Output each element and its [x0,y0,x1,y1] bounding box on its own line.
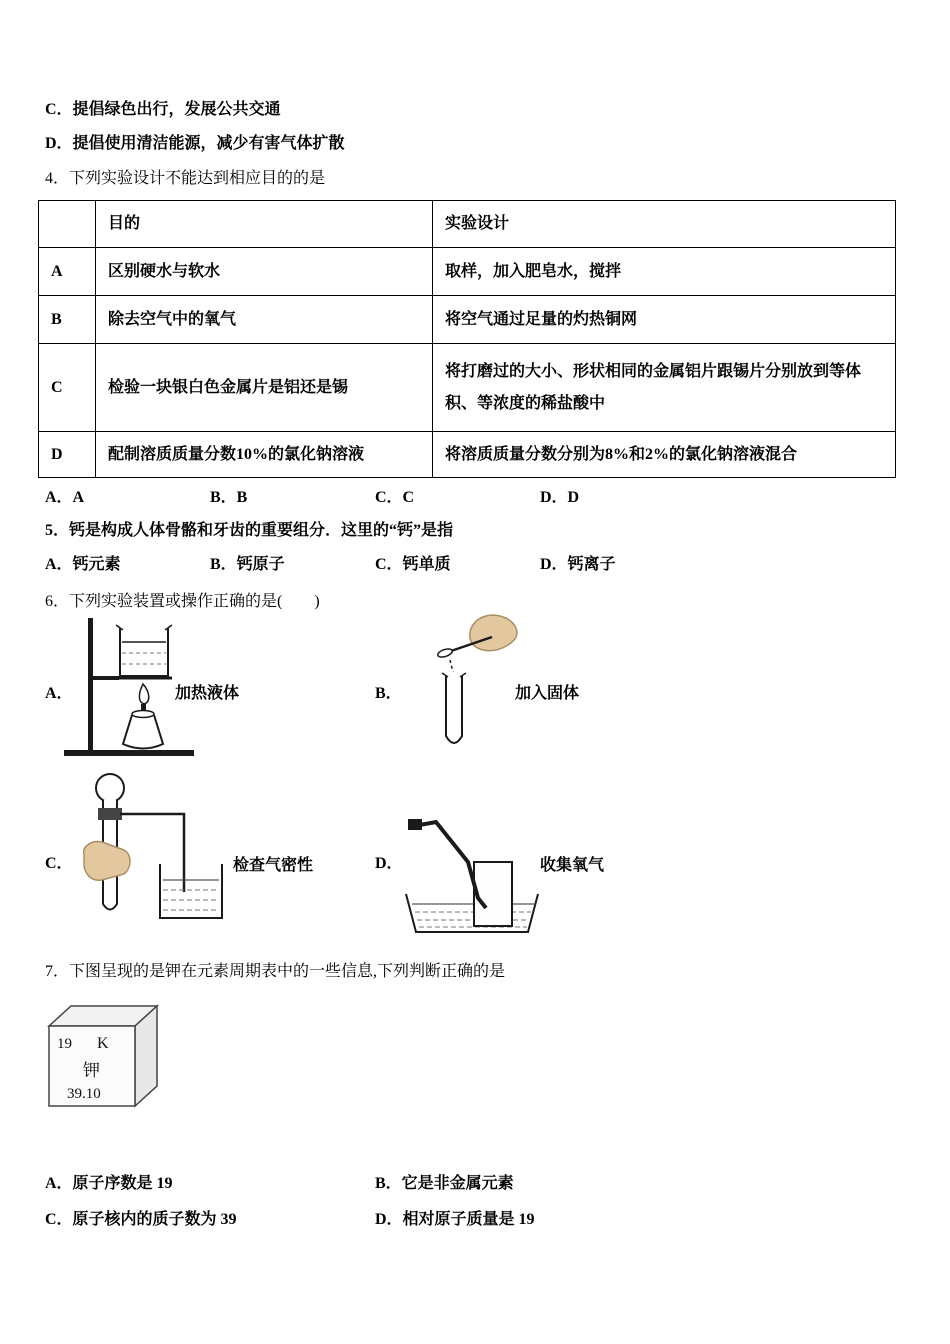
q7-choice-c: C．原子核内的质子数为 39 [45,1211,237,1228]
q6-stem: 6．下列实验装置或操作正确的是( ) [45,593,320,610]
q4-row-c-purpose: 检验一块银白色金属片是铝还是锡 [96,344,433,432]
gas-tightness-illustration [72,768,232,933]
element-cube-icon [45,1000,170,1110]
q6-item-b-caption: 加入固体 [515,685,580,702]
q7-choice-b: B．它是非金属元素 [375,1175,514,1192]
q4-table-header-row [39,201,896,248]
periodic-table-element-cell [45,1000,170,1115]
hand-spatula-test-tube-icon [398,610,528,760]
element-name: 钾 [83,1061,100,1080]
q4-row-c-design: 将打磨过的大小、形状相同的金属铝片跟锡片分别放到等体积、等浓度的稀盐酸中 [433,344,896,432]
q4-row-d-purpose: 配制溶质质量分数10%的氯化钠溶液 [96,432,433,478]
option-d-previous-question: D．提倡使用清洁能源，减少有害气体扩散 [45,135,345,152]
q4-table-row-d [39,432,896,478]
q6-item-d-caption: 收集氧气 [540,857,605,874]
q4-table-row-b [39,296,896,344]
water-trough-gas-bottle-icon [400,812,540,937]
q4-answer-c: C．C [375,489,415,506]
q5-choice-c: C．钙单质 [375,556,451,573]
q6-item-c-label: C． [45,855,73,872]
q4-table-row-a [39,248,896,296]
q4-answer-a: A．A [45,489,85,506]
q4-row-a-key: A [39,248,96,296]
q4-row-c-key: C [39,344,96,432]
q4-stem: 4．下列实验设计不能达到相应目的的是 [45,170,326,187]
q7-choice-d: D．相对原子质量是 19 [375,1211,535,1228]
element-atomic-number: 19 [57,1036,72,1052]
q6-item-a-caption: 加热液体 [175,685,240,702]
q4-header-blank [39,201,96,248]
q4-row-a-purpose: 区别硬水与软水 [96,248,433,296]
q4-answer-b: B．B [210,489,248,506]
q4-table-row-c [39,344,896,432]
q6-item-b-label: B． [375,685,402,702]
element-atomic-mass: 39.10 [67,1086,101,1102]
q4-row-b-key: B [39,296,96,344]
q5-stem: 5．钙是构成人体骨骼和牙齿的重要组分．这里的“钙”是指 [45,522,454,539]
q7-choice-a: A．原子序数是 19 [45,1175,173,1192]
q6-item-c-caption: 检查气密性 [233,857,314,874]
q7-stem: 7．下图呈现的是钾在元素周期表中的一些信息,下列判断正确的是 [45,963,506,980]
option-c-previous-question: C．提倡绿色出行，发展公共交通 [45,101,281,118]
q5-choice-a: A．钙元素 [45,556,121,573]
q4-table [38,200,896,478]
q4-row-d-design: 将溶质质量分数分别为8%和2%的氯化钠溶液混合 [433,432,896,478]
q6-item-a-label: A． [45,685,73,702]
q6-item-d-label: D． [375,855,403,872]
q4-header-purpose: 目的 [96,201,433,248]
q5-choice-d: D．钙离子 [540,556,616,573]
q4-answer-d: D．D [540,489,580,506]
flask-tube-beaker-icon [72,768,232,933]
adding-solid-illustration [398,610,528,760]
q4-row-b-design: 将空气通过足量的灼热铜网 [433,296,896,344]
q4-header-design: 实验设计 [433,201,896,248]
q4-row-b-purpose: 除去空气中的氧气 [96,296,433,344]
q4-row-a-design: 取样，加入肥皂水，搅拌 [433,248,896,296]
collecting-oxygen-illustration [400,812,540,937]
q4-row-d-key: D [39,432,96,478]
q5-choice-b: B．钙原子 [210,556,285,573]
element-symbol: K [97,1035,109,1052]
